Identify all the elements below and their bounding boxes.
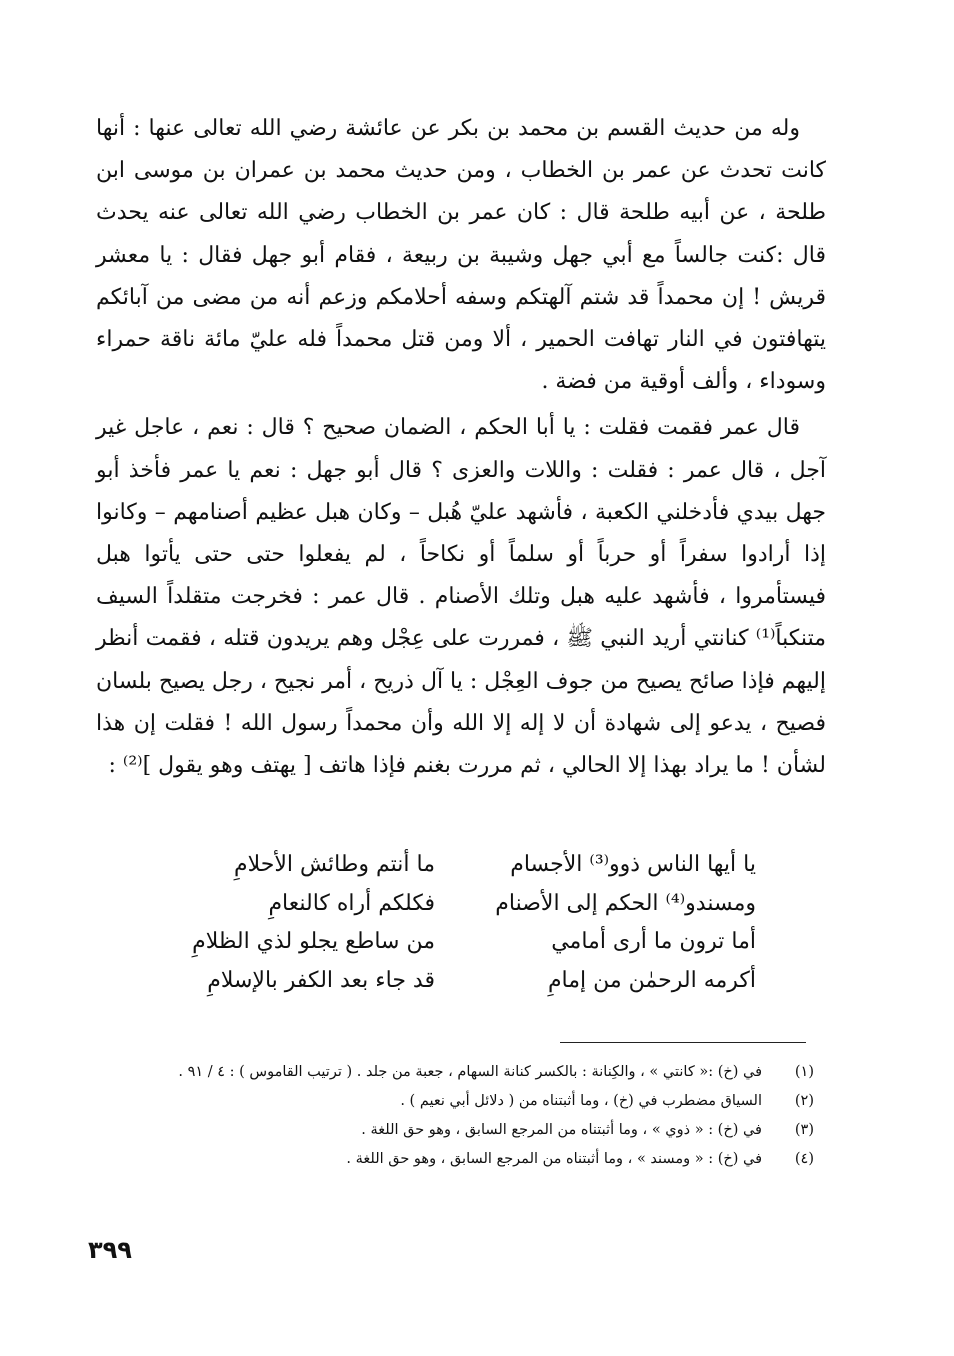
footnote [84, 1058, 814, 1087]
footnotes [84, 1058, 814, 1174]
verse-second-hemistich: من ساطع يجلو لذي الظلامِ [192, 929, 435, 954]
footnote-number: (١) [794, 1064, 814, 1080]
footnote-text: في (خ) : « ومسند » ، وما أثبتناه من المرجع السابق ، وهو حق اللغة . [346, 1151, 762, 1167]
footnote-text: السياق مضطرب في (خ) ، وما أثبتناه من ( دلائل أبي نعيم ) . [400, 1093, 762, 1109]
verse-second-hemistich: قد جاء بعد الكفر بالإسلامِ [207, 967, 435, 993]
footnote [84, 1116, 814, 1145]
verse-second-hemistich: ما أنتم وطائش الأحلامِ [234, 852, 435, 877]
verse-first-hemistich: ومسندو⁽⁴⁾ الحكم إلى الأصنام [495, 890, 756, 916]
footnote-text: في (خ) : « ذوي » ، وما أثبتناه من المرجع السابق ، وهو حق اللغة . [361, 1122, 762, 1138]
poem-verse [150, 923, 756, 962]
poem-verse [150, 846, 756, 885]
verse-first-hemistich: أما ترون ما أرى أمامي [551, 929, 756, 954]
footnote-number: (٣) [794, 1122, 814, 1138]
main-text [96, 108, 826, 787]
verse-second-hemistich: فكلكم أراه كالنعامِ [268, 890, 435, 916]
poem-verse [150, 962, 756, 1001]
body-paragraph: قال عمر فقمت فقلت : يا أبا الحكم ، الضمان صحيح ؟ قال : نعم ، عاجل غير آجل ، قال عمر : فقلت : واللات والعزى ؟ قال أبو جهل : نعم يا عمر فأخذ أبو جهل بيدي فأدخلني الكعبة ، فأشهد عليّ هُبل – وكان هبل عظيم أصنامهم – وكانوا إذا أرادوا سفراً أو حرباً أو سلماً أو نكاحاً ، لم يفعلوا حتى حتى يأتوا هبل فيستأمروا ، فأشهد عليه هبل وتلك الأصنام . قال عمر : فخرجت متقلداً السيف متنكباً⁽¹⁾ كنانتي أريد النبي ﷺ ، فمررت على عِجْل وهم يريدون قتله ، فقمت أنظر إليهم فإذا صائح يصيح من جوف العِجْل : يا آل ذريح ، أمر نجيح ، رجل يصيح بلسان فصيح ، يدعو إلى شهادة أن لا إله إلا الله وأن محمداً رسول الله ! فقلت إن هذا لشأن ! ما يراد بهذا إلا الحالي ، ثم مررت بغنم فإذا هاتف [ يهتف وهو يقول ]⁽²⁾ : [96, 415, 826, 779]
footnote-divider [560, 1042, 806, 1043]
page-number: ٣٩٩ [88, 1236, 132, 1264]
footnote-text: في (خ) :« كانتي » ، والكِنانة : بالكسر كنانة السهام ، جعبة من جلد . ( ترتيب القاموس ) : ٤ / ٩١ . [178, 1064, 762, 1080]
footnote [84, 1145, 814, 1174]
body-paragraph: وله من حديث القسم بن محمد بن بكر عن عائشة رضي الله تعالى عنها : أنها كانت تحدث عن عمر بن الخطاب ، ومن حديث محمد بن عمران بن موسى ابن طلحة ، عن أبيه طلحة قال : كان عمر بن الخطاب رضي الله تعالى عنه يحدث قال :كنت جالساً مع أبي جهل وشيبة بن ربيعة ، فقام أبو جهل فقال : يا معشر قريش ! إن محمداً قد شتم آلهتكم وسفه أحلامكم وزعم أنه من مضى من آبائكم يتهافتون في النار تهافت الحمير ، ألا ومن قتل محمداً فله عليّ مائة ناقة حمراء وسوداء ، وألف أوقية من فضة . [96, 116, 826, 395]
footnote [84, 1087, 814, 1116]
footnote-number: (٢) [794, 1093, 814, 1109]
footnote-number: (٤) [794, 1151, 814, 1167]
poem-verse [150, 885, 756, 924]
poem [150, 846, 756, 1000]
verse-first-hemistich: يا أيها الناس ذوو⁽³⁾ الأجسام [510, 852, 756, 877]
verse-first-hemistich: أكرمه الرحمٰن من إمامِ [547, 967, 756, 993]
